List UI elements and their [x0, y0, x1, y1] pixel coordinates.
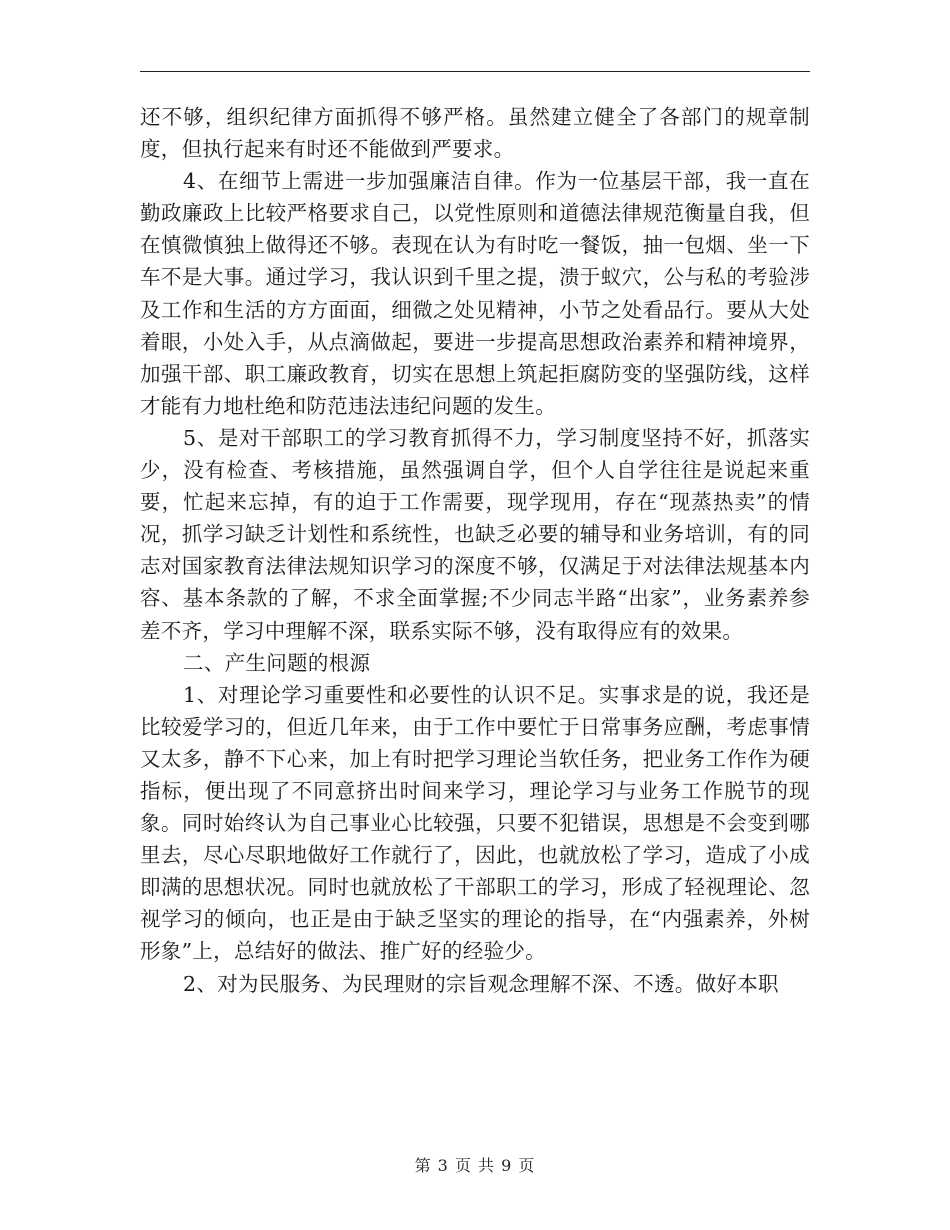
page-number-footer: 第 3 页 共 9 页 — [414, 1156, 536, 1175]
header-rule — [140, 71, 810, 72]
paragraph: 4、在细节上需进一步加强廉洁自律。作为一位基层干部，我一直在勤政廉政上比较严格要求自己，以党性原则和道德法律规范衡量自我，但在慎微慎独上做得还不够。表现在认为有时吃一餐饭，抽一包烟、坐一下车不是大事。通过学习，我认识到千里之提，溃于蚁穴，公与私的考验涉及工作和生活的方方面面，细微之处见精神，小节之处看品行。要从大处着眼，小处入手，从点滴做起，要进一步提高思想政治素养和精神境界，加强干部、职工廉政教育，切实在思想上筑起拒腐防变的坚强防线，这样才能有力地杜绝和防范违法违纪问题的发生。 — [140, 169, 810, 418]
paragraph: 还不够，组织纪律方面抓得不够严格。虽然建立健全了各部门的规章制度，但执行起来有时还不能做到严要求。 — [140, 105, 810, 162]
section-heading: 二、产生问题的根源 — [183, 650, 371, 675]
paragraph: 5、是对干部职工的学习教育抓得不力，学习制度坚持不好，抓落实少，没有检查、考核措施，虽然强调自学，但个人自学往往是说起来重要，忙起来忘掉，有的迫于工作需要，现学现用，存在“现蒸热卖”的情况，抓学习缺乏计划性和系统性，也缺乏必要的辅导和业务培训，有的同志对国家教育法律法规知识学习的深度不够，仅满足于对法律法规基本内容、基本条款的了解，不求全面掌握;不少同志半路“出家”，业务素养参差不齐，学习中理解不深，联系实际不够，没有取得应有的效果。 — [140, 425, 810, 643]
paragraph: 2、对为民服务、为民理财的宗旨观念理解不深、不透。做好本职 — [183, 971, 779, 996]
paragraph: 1、对理论学习重要性和必要性的认识不足。实事求是的说，我还是比较爱学习的，但近几年来，由于工作中要忙于日常事务应酬，考虑事情又太多，静不下心来，加上有时把学习理论当软任务，把业务工作作为硬指标，便出现了不同意挤出时间来学习，理论学习与业务工作脱节的现象。同时始终认为自己事业心比较强，只要不犯错误，思想是不会变到哪里去，尽心尽职地做好工作就行了，因此，也就放松了学习，造成了小成即满的思想状况。同时也就放松了干部职工的学习，形成了轻视理论、忽视学习的倾向，也正是由于缺乏坚实的理论的指导，在“内强素养，外树形象”上，总结好的做法、推广好的经验少。 — [140, 682, 810, 964]
document-body — [140, 101, 810, 1000]
